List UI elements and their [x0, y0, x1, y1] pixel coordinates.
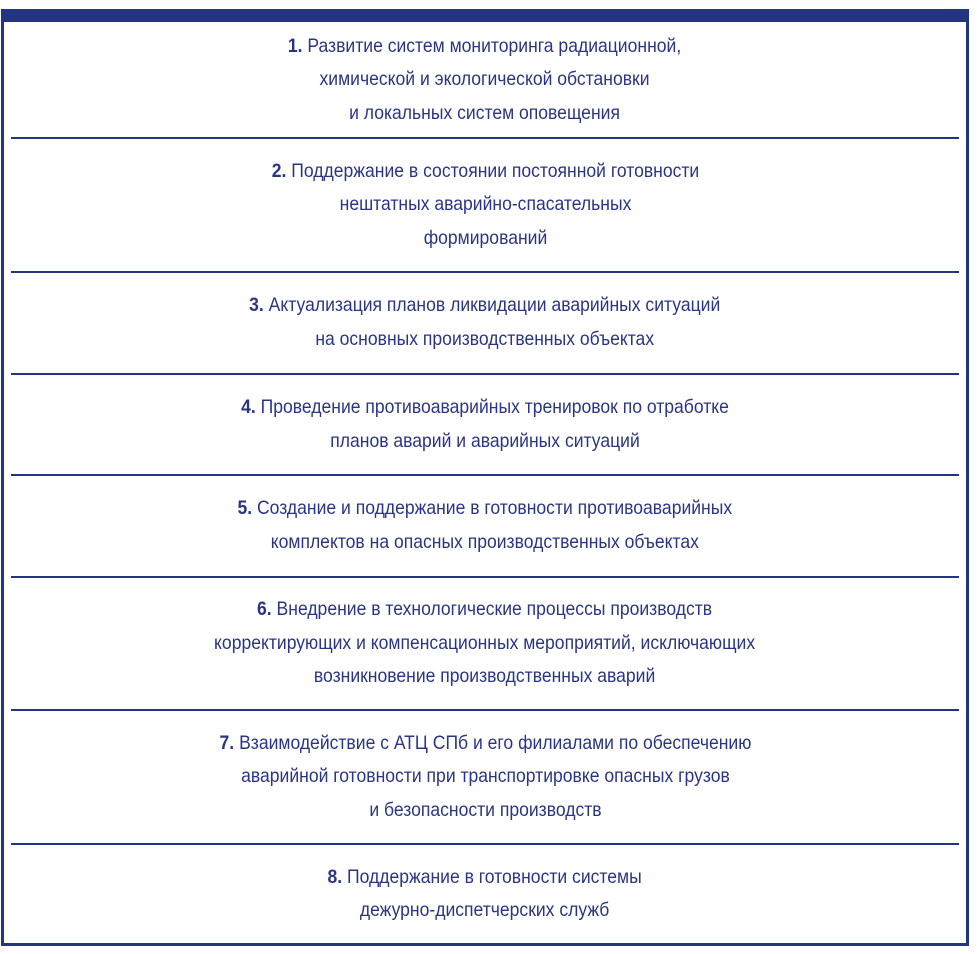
item-text: Актуализация планов ликвидации аварийных ситуаций на основных производственных объектах: [268, 294, 721, 350]
item-text: Проведение противоаварийных тренировок по отработке планов аварий и аварийных ситуаций: [260, 396, 729, 452]
item-number: 1.: [288, 34, 303, 57]
list-item: [4, 578, 966, 709]
list-item: [4, 22, 966, 138]
list-item: [4, 476, 966, 575]
item-text: Создание и поддержание в готовности противоаварийных комплектов на опасных производственных объектах: [257, 497, 733, 553]
item-number: 4.: [241, 396, 256, 418]
list-item: [4, 273, 966, 372]
item-text: Взаимодействие с АТЦ СПб и его филиалами по обеспечению аварийной готовности при транспортировке опасных грузов и безопасности производств: [238, 731, 751, 821]
item-text: Развитие систем мониторинга радиационной, химической и экологической обстановки и локальных систем оповещения: [307, 34, 682, 124]
item-number: 5.: [237, 497, 253, 519]
item-number: 3.: [249, 294, 265, 316]
list-item: [4, 711, 966, 843]
item-number: 7.: [219, 731, 234, 754]
list-item: [4, 845, 966, 943]
item-number: 8.: [327, 865, 343, 888]
item-number: 6.: [257, 598, 273, 621]
item-text: Внедрение в технологические процессы производств корректирующих и компенсационных мероприятий, исключающих возникновение производственных аварий: [214, 598, 756, 688]
item-text: Поддержание в готовности системы дежурно-диспетчерских служб: [347, 865, 643, 921]
list-item: [4, 139, 966, 271]
list-item: [4, 375, 966, 474]
item-number: 2.: [271, 159, 286, 182]
item-text: Поддержание в состоянии постоянной готовности нештатных аварийно-спасательных формирований: [290, 159, 699, 249]
